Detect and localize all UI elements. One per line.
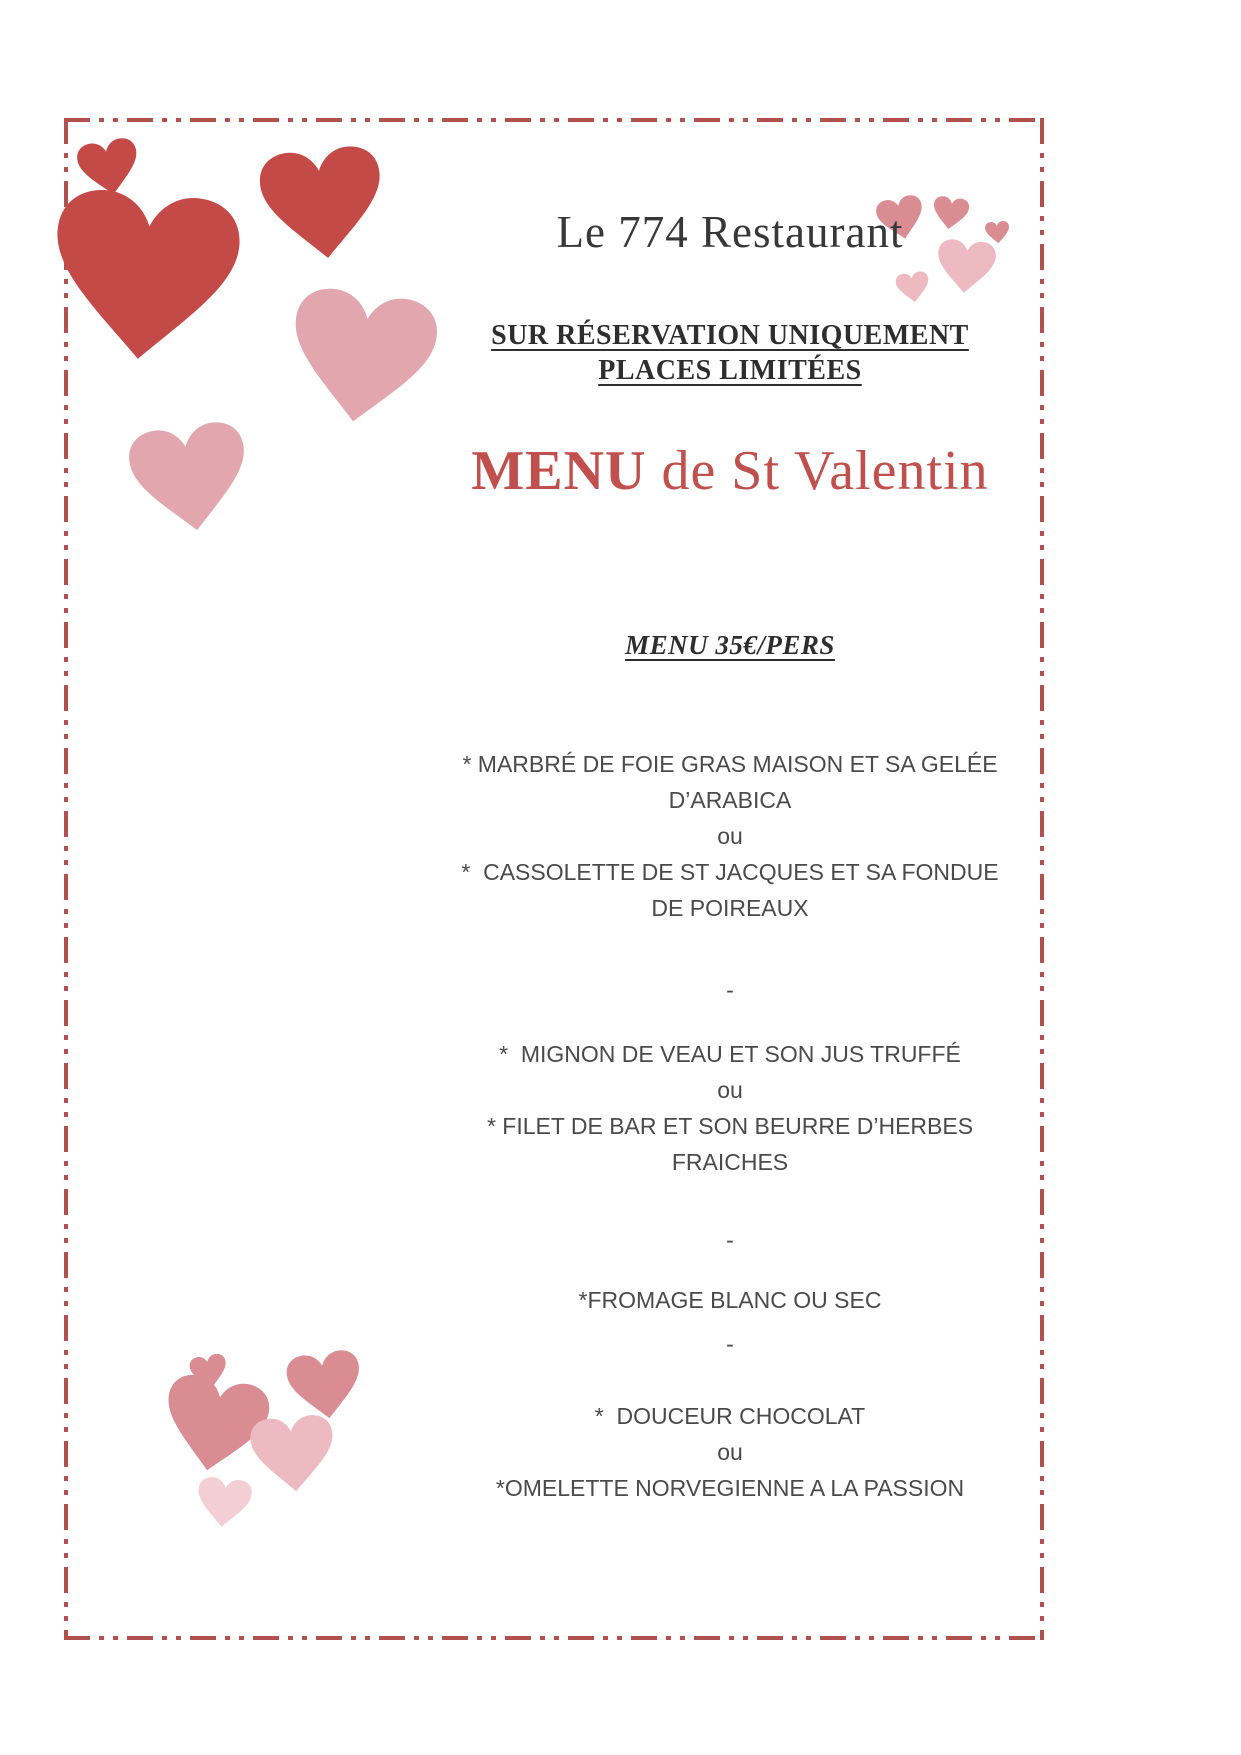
menu-items xyxy=(420,746,1040,1506)
menu-connector: ou xyxy=(717,823,743,849)
reservation-notice-line1: SUR RÉSERVATION UNIQUEMENT xyxy=(491,320,969,351)
restaurant-name-text: Le 774 Restaurant xyxy=(556,207,904,257)
menu-title-word: MENU xyxy=(471,440,647,502)
menu-item-line: DE POIREAUX xyxy=(651,895,809,921)
menu-title xyxy=(420,438,1040,504)
menu-title-rest: de St Valentin xyxy=(646,440,989,502)
menu-price: MENU 35€/PERS xyxy=(625,630,835,660)
restaurant-name xyxy=(420,206,1040,258)
menu-item-line: * FILET DE BAR ET SON BEURRE D’HERBES xyxy=(486,1113,974,1139)
heart-icon xyxy=(194,1475,255,1531)
menu-item-line: D’ARABICA xyxy=(668,787,792,813)
menu-item-line: *FROMAGE BLANC OU SEC xyxy=(578,1287,882,1313)
heart-icon xyxy=(43,184,247,371)
menu-item-line: FRAICHES xyxy=(671,1149,789,1175)
reservation-notice xyxy=(420,318,1040,388)
menu-item-line: * MIGNON DE VEAU ET SON JUS TRUFFÉ xyxy=(499,1041,961,1067)
heart-icon xyxy=(254,142,390,267)
heart-icon xyxy=(247,1412,339,1496)
menu-item-line: * MARBRÉ DE FOIE GRAS MAISON ET SA GELÉE xyxy=(462,751,998,777)
menu-separator: - xyxy=(726,1331,734,1357)
menu-item-line: * CASSOLETTE DE ST JACQUES ET SA FONDUE xyxy=(461,859,999,885)
menu-item-line: *OMELETTE NORVEGIENNE A LA PASSION xyxy=(495,1475,965,1501)
menu-item-line: * DOUCEUR CHOCOLAT xyxy=(594,1403,866,1429)
menu-separator: - xyxy=(726,1227,734,1253)
reservation-notice-line2: PLACES LIMITÉES xyxy=(598,355,862,386)
heart-icon xyxy=(894,270,932,305)
menu-connector: ou xyxy=(717,1077,743,1103)
heart-icon xyxy=(123,417,257,541)
menu-separator: - xyxy=(726,977,734,1003)
menu-connector: ou xyxy=(717,1439,743,1465)
